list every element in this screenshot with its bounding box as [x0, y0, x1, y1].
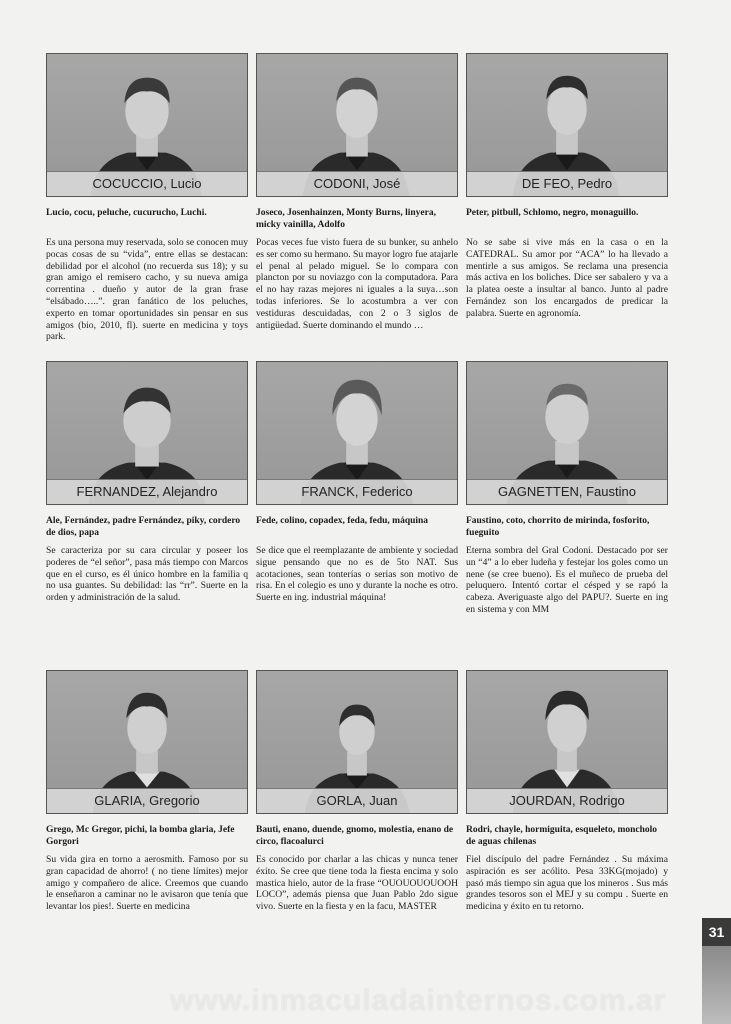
student-description: Es conocido por charlar a las chicas y nunca tener éxito. Se cree que tiene toda la fiesta encima y solo mastica hielo, autor de la frase “OUOUOUOUOOH LOCO”, además piensa que Juan Pablo 2do sigue vivo. Suerte en la fiesta y en la facu, MASTER: [256, 854, 458, 913]
student-card: [46, 53, 248, 343]
student-name: GAGNETTEN, Faustino: [467, 479, 667, 504]
student-description: Se caracteriza por su cara circular y poseer los poderes de “el señor”, pasa más tiempo con Marcos que en el curso, es él único hombre en la familia q no usa guantes. Su debilidad: las “rr”. Suerte en la orden y administración de la salud.: [46, 545, 248, 604]
student-card: [46, 361, 248, 604]
student-name: FERNANDEZ, Alejandro: [47, 479, 247, 504]
student-name: DE FEO, Pedro: [467, 171, 667, 196]
student-nicknames: Joseco, Josenhainzen, Monty Burns, linyera, micky vainilla, Adolfo: [256, 208, 436, 230]
student-description: No se sabe si vive más en la casa o en la CATEDRAL. Su amor por “ACA” lo ha llevado a mentirle a sus amigos. Se reclama una presencia más activa en los boliches. Dice ser sabalero y va a la platea oeste a insultar al banco. Junto al padre Fernández son los encargados de predicar la palabra. Suerte en agronomía.: [466, 237, 668, 319]
student-photo: [256, 670, 458, 814]
student-card: [466, 670, 668, 913]
student-name: COCUCCIO, Lucio: [47, 171, 247, 196]
student-name: GORLA, Juan: [257, 788, 457, 813]
student-description: Su vida gira en torno a aerosmith. Famoso por su gran capacidad de ahorro! ( no tiene límites) mejor amigo y compañero de alice. Creemos que cuando le enseñaron a caminar no le avisaron que tenía que levantar los pies!. Suerte en medicina: [46, 854, 248, 913]
student-description: Es una persona muy reservada, solo se conocen muy pocas cosas de su “vida”, entre ellas se destacan: debilidad por el alcohol (no recuerda sus 18); y su gran amigo el remisero cacho, y su nueva amiga correntina . dueño y autor de la gran frase “elsábado…..”. gran fanático de los peluches, experto en tomar oportunidades sin pensar en sus amigos (bio, 2010, fl). suerte en medicina y toys park.: [46, 237, 248, 343]
student-description: Eterna sombra del Gral Codoni. Destacado por ser un “4” a lo eber ludeña y festejar los goles como un nene (se cree bueno). Es el muñeco de prueba del peluquero. Intentó cortar el césped y se rapó la cabeza. Averiguaste algo del PAPU?. Suerte en ing en sistema y con MM: [466, 545, 668, 615]
student-nicknames: Bauti, enano, duende, gnomo, molestia, enano de circo, flacoalurci: [256, 825, 454, 847]
student-card: [256, 670, 458, 913]
student-photo: [466, 53, 668, 197]
student-photo: [46, 53, 248, 197]
student-photo: [256, 53, 458, 197]
student-nicknames: Rodri, chayle, hormiguita, esqueleto, moncholo de aguas chilenas: [466, 825, 658, 847]
student-nicknames: Fede, colino, copadex, feda, fedu, máquina: [256, 516, 429, 526]
student-card: [256, 53, 458, 331]
student-photo: [466, 361, 668, 505]
student-nicknames: Ale, Fernández, padre Fernández, piky, cordero de dios, papa: [46, 516, 241, 538]
student-name: GLARIA, Gregorio: [47, 788, 247, 813]
page-number: 31: [702, 918, 731, 946]
student-name: JOURDAN, Rodrigo: [467, 788, 667, 813]
student-photo: [46, 361, 248, 505]
student-description: Pocas veces fue visto fuera de su bunker, su anhelo es ser como su hermano. Su mayor logro fue atajarle el penal al pelado miguel. Se lo compara con plancton por su noviazgo con la computadora. Para el no hay razas mejores ni iguales a la suya…son todas inferiores. Se lo acostumbra a ver con vestiduras descuidadas, con 2 o 3 siglos de antigüedad. Suerte dominando el mundo …: [256, 237, 458, 331]
student-description: Fiel discípulo del padre Fernández . Su máxima aspiración es ser acólito. Pesa 33KG(mojado) y pasó más tiempo sin agua que los mineros . Sus más grandes tesoros son el MEJ y su compu . Suerte en medicina y éxito en tu retorno.: [466, 854, 668, 913]
student-photo: [466, 670, 668, 814]
student-card: [46, 670, 248, 913]
student-card: [466, 361, 668, 616]
student-photo: [256, 361, 458, 505]
student-name: FRANCK, Federico: [257, 479, 457, 504]
student-card: [256, 361, 458, 604]
student-card: [466, 53, 668, 320]
student-nicknames: Grego, Mc Gregor, pichi, la bomba glaria, Jefe Gorgori: [46, 825, 235, 847]
student-name: CODONI, José: [257, 171, 457, 196]
student-photo: [46, 670, 248, 814]
student-description: Se dice que el reemplazante de ambiente y sociedad sigue pensando que no es de 5to NAT. Sus acotaciones, sean tonterías o serias son motivo de risa. En el colegio es uno y durante la noche es otro. Suerte en ing. industrial máquina!: [256, 545, 458, 604]
student-nicknames: Faustino, coto, chorrito de mirinda, fosforito, fueguito: [466, 516, 650, 538]
site-watermark: www.inmaculadainternos.com.ar: [170, 984, 667, 1017]
student-nicknames: Lucio, cocu, peluche, cucurucho, Luchi.: [46, 208, 207, 218]
student-nicknames: Peter, pitbull, Schlomo, negro, monaguillo.: [466, 208, 639, 218]
